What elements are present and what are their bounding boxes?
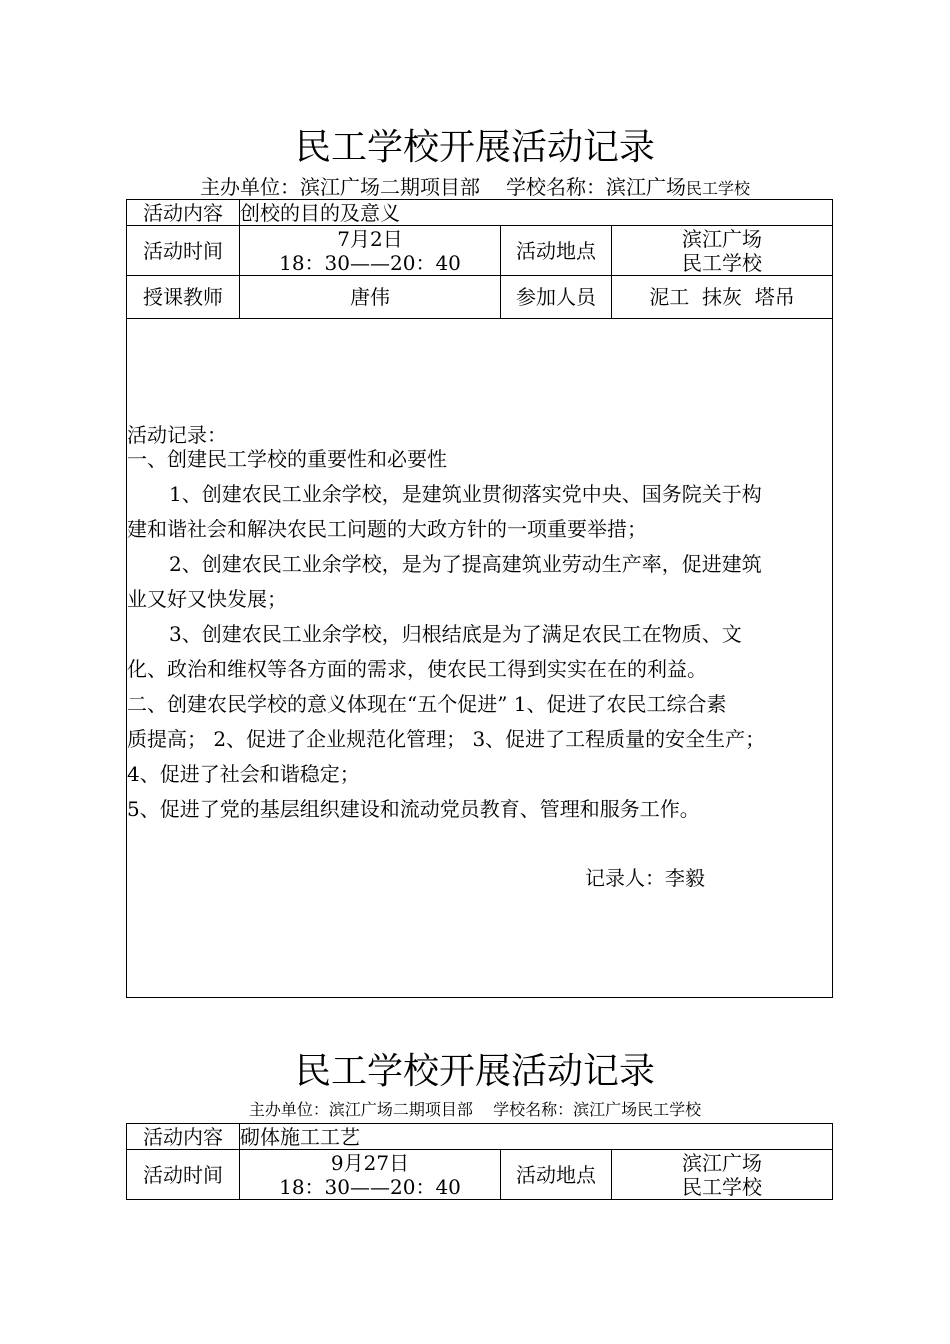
notes-section-2-line-4: 5、促进了党的基层组织建设和流动党员教育、管理和服务工作。 (127, 797, 700, 821)
notes-item-3-line-2: 化、政治和维权等各方面的需求，使农民工得到实实在在的利益。 (127, 657, 707, 681)
place-line-2: 民工学校 (682, 1174, 762, 1199)
content-label: 活动内容 (127, 1124, 240, 1150)
notes-section-1-heading: 一、创建民工学校的重要性和必要性 (127, 447, 447, 471)
notes-item-1-line-2: 建和谐社会和解决农民工问题的大政方针的一项重要举措； (127, 517, 647, 541)
time-cell (240, 1150, 501, 1200)
notes-section-2-line-3: 4、促进了社会和谐稳定； (127, 762, 360, 786)
place-cell (612, 1150, 833, 1200)
time-label: 活动时间 (127, 226, 240, 276)
time-row (127, 226, 833, 276)
sponsor-value: 滨江广场二期项目部 (299, 175, 480, 199)
school-value: 滨江广场 (605, 175, 686, 199)
record-1-title: 民工学校开展活动记录 (294, 127, 655, 168)
place-label: 活动地点 (501, 226, 612, 276)
notes-section-2-line-2: 质提高； 2、促进了企业规范化管理； 3、促进了工程质量的安全生产； (127, 727, 766, 751)
record-2-subtitle: 主办单位：滨江广场二期项目部 学校名称：滨江广场民工学校 (248, 1100, 702, 1119)
notes-section-2-line-1: 二、创建农民学校的意义体现在“五个促进” 1、促进了农民工综合素 (127, 692, 727, 716)
date-value: 7月2日 (337, 226, 403, 251)
content-row (127, 1124, 833, 1150)
sponsor-label: 主办单位： (199, 175, 300, 199)
record-1-table (126, 199, 833, 998)
teacher-row (127, 276, 833, 319)
school-suffix: 民工学校 (685, 179, 750, 198)
notes-item-2-line-1: 2、创建农民工业余学校，是为了提高建筑业劳动生产率，促进建筑 (169, 552, 762, 576)
place-line-1: 滨江广场 (682, 226, 763, 251)
school-label: 学校名称： (505, 175, 606, 199)
date-value: 9月27日 (330, 1150, 410, 1175)
content-value: 创校的目的及意义 (240, 200, 833, 226)
participants-label: 参加人员 (501, 276, 612, 319)
record-1-subtitle (0, 174, 950, 202)
record-2-table (126, 1123, 833, 1200)
participants-value: 泥工 抹灰 塔吊 (612, 276, 833, 319)
time-value: 18：30——20：40 (279, 1174, 461, 1199)
notes-item-1-line-1: 1、创建农民工业余学校，是建筑业贯彻落实党中央、国务院关于构 (169, 482, 762, 506)
notes-item-2-line-2: 业又好又快发展； (127, 587, 287, 611)
content-row (127, 200, 833, 226)
record-2-title: 民工学校开展活动记录 (294, 1051, 655, 1092)
time-row (127, 1150, 833, 1200)
place-line-1: 滨江广场 (682, 1150, 762, 1175)
time-value: 18：30——20：40 (279, 250, 461, 275)
teacher-label: 授课教师 (127, 276, 240, 319)
notes-cell (127, 319, 833, 998)
place-cell (612, 226, 833, 276)
content-label: 活动内容 (127, 200, 240, 226)
notes-row (127, 319, 833, 998)
notes-heading: 活动记录： (127, 423, 227, 447)
recorder: 记录人：李毅 (585, 866, 705, 890)
place-line-2: 民工学校 (682, 250, 763, 275)
content-value: 砌体施工工艺 (240, 1124, 833, 1150)
teacher-value: 唐伟 (240, 276, 501, 319)
place-label: 活动地点 (501, 1150, 612, 1200)
notes-item-3-line-1: 3、创建农民工业余学校，归根结底是为了满足农民工在物质、文 (169, 622, 742, 646)
time-cell (240, 226, 501, 276)
time-label: 活动时间 (127, 1150, 240, 1200)
